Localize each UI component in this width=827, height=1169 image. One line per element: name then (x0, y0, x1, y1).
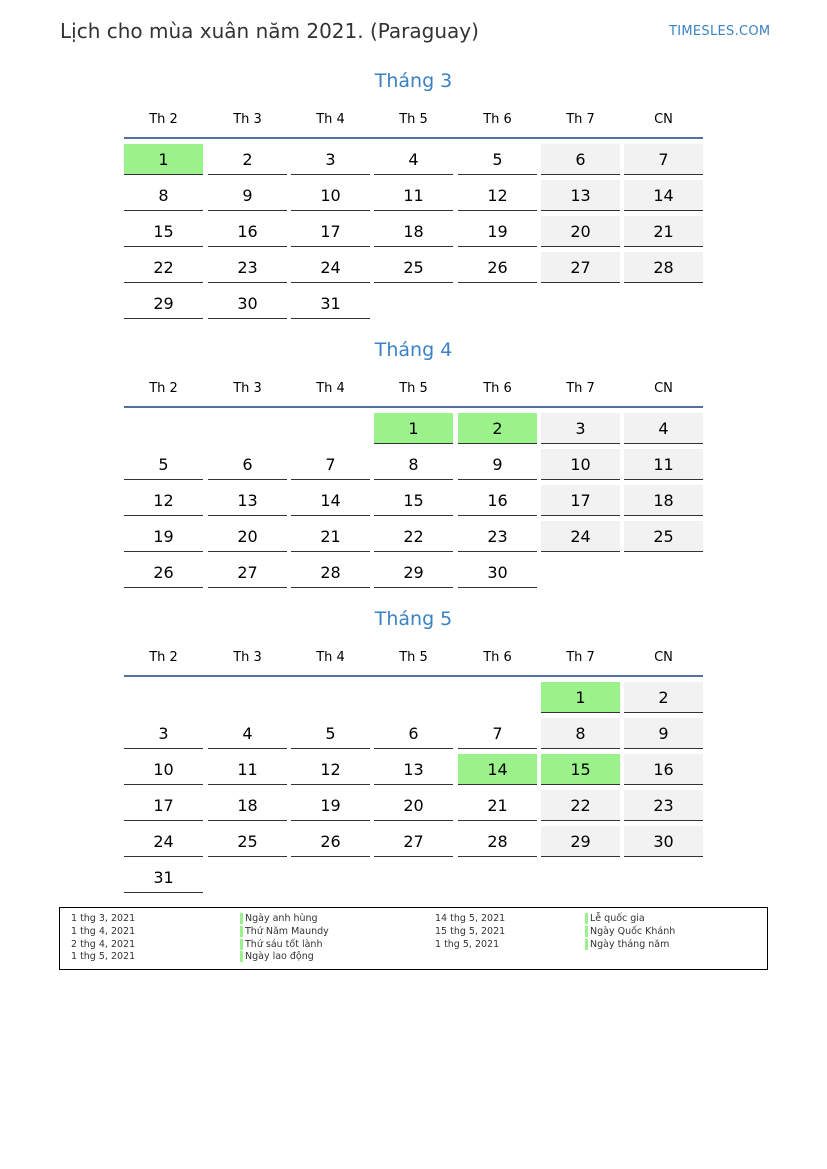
calendar-day[interactable]: 28 (458, 826, 537, 857)
calendar-day[interactable]: 31 (124, 862, 203, 893)
calendar-day[interactable]: 29 (541, 826, 620, 857)
weekday-header: Th 3 (233, 381, 262, 396)
header-rule (124, 137, 703, 139)
weekday-header: Th 7 (566, 112, 595, 127)
calendar-day[interactable]: 27 (208, 557, 287, 588)
calendar-day[interactable]: 11 (208, 754, 287, 785)
calendar-day[interactable]: 30 (624, 826, 703, 857)
weekday-header: Th 3 (233, 650, 262, 665)
calendar-day[interactable]: 14 (624, 180, 703, 211)
calendar-day[interactable]: 6 (208, 449, 287, 480)
weekday-header: Th 6 (483, 381, 512, 396)
legend-holiday-name: Ngày lao động (240, 951, 314, 962)
calendar-day[interactable]: 14 (291, 485, 370, 516)
legend-holiday-name: Ngày Quốc Khánh (585, 926, 675, 937)
calendar-day[interactable]: 17 (124, 790, 203, 821)
weekday-header: Th 4 (316, 650, 345, 665)
calendar-day[interactable]: 29 (124, 288, 203, 319)
brand-link[interactable]: TIMESLES.COM (669, 24, 771, 39)
legend-date: 15 thg 5, 2021 (435, 925, 506, 937)
calendar-day[interactable]: 7 (624, 144, 703, 175)
legend-date: 2 thg 4, 2021 (71, 938, 136, 950)
calendar-day[interactable]: 10 (124, 754, 203, 785)
calendar-day[interactable]: 29 (374, 557, 453, 588)
calendar-day[interactable]: 30 (208, 288, 287, 319)
calendar-day[interactable]: 23 (458, 521, 537, 552)
weekday-header: Th 5 (399, 381, 428, 396)
calendar-day[interactable]: 4 (374, 144, 453, 175)
calendar-day[interactable]: 25 (374, 252, 453, 283)
calendar-day[interactable]: 11 (374, 180, 453, 211)
calendar-day[interactable]: 3 (541, 413, 620, 444)
weekday-header: Th 2 (149, 381, 178, 396)
weekday-header: Th 2 (149, 650, 178, 665)
calendar-day[interactable]: 25 (624, 521, 703, 552)
calendar-day[interactable]: 13 (541, 180, 620, 211)
calendar-day[interactable]: 22 (124, 252, 203, 283)
calendar-day[interactable]: 13 (208, 485, 287, 516)
calendar-day[interactable]: 5 (458, 144, 537, 175)
weekday-header: Th 4 (316, 381, 345, 396)
calendar-day-holiday[interactable]: 1 (541, 682, 620, 713)
weekday-header: Th 3 (233, 112, 262, 127)
calendar-day[interactable]: 20 (208, 521, 287, 552)
legend-date: 1 thg 3, 2021 (71, 913, 136, 924)
calendar-day[interactable]: 20 (541, 216, 620, 247)
calendar-day-holiday[interactable]: 1 (124, 144, 203, 175)
calendar-day[interactable]: 12 (124, 485, 203, 516)
calendar-day[interactable]: 19 (124, 521, 203, 552)
calendar-day[interactable]: 2 (624, 682, 703, 713)
calendar-day[interactable]: 17 (541, 485, 620, 516)
weekday-header: Th 6 (483, 650, 512, 665)
weekday-header: CN (654, 650, 673, 665)
calendar-day[interactable]: 21 (291, 521, 370, 552)
calendar-day[interactable]: 16 (624, 754, 703, 785)
weekday-header: Th 5 (399, 650, 428, 665)
calendar-day[interactable]: 23 (624, 790, 703, 821)
month-title: Tháng 3 (374, 70, 453, 92)
calendar-day[interactable]: 25 (208, 826, 287, 857)
calendar-day[interactable]: 23 (208, 252, 287, 283)
weekday-header: Th 6 (483, 112, 512, 127)
calendar-day[interactable]: 10 (291, 180, 370, 211)
weekday-header: Th 5 (399, 112, 428, 127)
calendar-day[interactable]: 8 (541, 718, 620, 749)
legend-date: 1 thg 4, 2021 (71, 925, 136, 937)
calendar-day[interactable]: 8 (124, 180, 203, 211)
calendar-day[interactable]: 22 (374, 521, 453, 552)
calendar-day[interactable]: 9 (624, 718, 703, 749)
calendar-day[interactable]: 26 (458, 252, 537, 283)
calendar-day[interactable]: 12 (458, 180, 537, 211)
calendar-day[interactable]: 4 (624, 413, 703, 444)
header-rule (124, 406, 703, 408)
calendar-day[interactable]: 21 (458, 790, 537, 821)
weekday-header: CN (654, 112, 673, 127)
calendar-day[interactable]: 19 (291, 790, 370, 821)
weekday-header: Th 7 (566, 381, 595, 396)
legend-date: 1 thg 5, 2021 (435, 938, 500, 950)
holiday-legend (59, 907, 768, 970)
calendar-day[interactable]: 9 (208, 180, 287, 211)
calendar-day[interactable]: 7 (291, 449, 370, 480)
month-title: Tháng 5 (374, 608, 453, 630)
legend-holiday-name: Lễ quốc gia (585, 913, 645, 924)
calendar-day[interactable]: 10 (541, 449, 620, 480)
calendar-day[interactable]: 12 (291, 754, 370, 785)
calendar-day[interactable]: 6 (541, 144, 620, 175)
calendar-day[interactable]: 5 (291, 718, 370, 749)
calendar-day[interactable]: 24 (291, 252, 370, 283)
calendar-day[interactable]: 13 (374, 754, 453, 785)
calendar-day[interactable]: 16 (208, 216, 287, 247)
calendar-day[interactable]: 16 (458, 485, 537, 516)
weekday-header: Th 4 (316, 112, 345, 127)
weekday-header: Th 2 (149, 112, 178, 127)
calendar-day[interactable]: 27 (541, 252, 620, 283)
calendar-day[interactable]: 18 (624, 485, 703, 516)
calendar-day[interactable]: 4 (208, 718, 287, 749)
calendar-day[interactable]: 17 (291, 216, 370, 247)
calendar-day[interactable]: 28 (291, 557, 370, 588)
calendar-day[interactable]: 30 (458, 557, 537, 588)
page-title: Lịch cho mùa xuân năm 2021. (Paraguay) (60, 19, 479, 43)
month-title: Tháng 4 (374, 339, 453, 361)
calendar-day[interactable]: 26 (291, 826, 370, 857)
legend-date: 1 thg 5, 2021 (71, 951, 136, 963)
calendar-day[interactable]: 11 (624, 449, 703, 480)
calendar-day[interactable]: 26 (124, 557, 203, 588)
calendar-day-holiday[interactable]: 14 (458, 754, 537, 785)
calendar-day[interactable]: 3 (291, 144, 370, 175)
calendar-day[interactable]: 31 (291, 288, 370, 319)
weekday-header: Th 7 (566, 650, 595, 665)
calendar-day[interactable]: 2 (208, 144, 287, 175)
calendar-day[interactable]: 24 (124, 826, 203, 857)
calendar-day[interactable]: 27 (374, 826, 453, 857)
calendar-day[interactable]: 18 (374, 216, 453, 247)
legend-date: 14 thg 5, 2021 (435, 913, 506, 924)
legend-holiday-name: Thứ sáu tốt lành (240, 939, 322, 950)
legend-holiday-name: Ngày tháng năm (585, 939, 669, 950)
calendar-day[interactable]: 18 (208, 790, 287, 821)
calendar-day[interactable]: 9 (458, 449, 537, 480)
calendar-day[interactable]: 15 (124, 216, 203, 247)
calendar-day[interactable]: 24 (541, 521, 620, 552)
calendar-day-holiday[interactable]: 1 (374, 413, 453, 444)
calendar-day[interactable]: 6 (374, 718, 453, 749)
legend-holiday-name: Thứ Năm Maundy (240, 926, 329, 937)
calendar-day[interactable]: 22 (541, 790, 620, 821)
calendar-day[interactable]: 19 (458, 216, 537, 247)
calendar-day[interactable]: 5 (124, 449, 203, 480)
calendar-day[interactable]: 15 (374, 485, 453, 516)
calendar-day[interactable]: 3 (124, 718, 203, 749)
header-rule (124, 675, 703, 677)
calendar-day[interactable]: 20 (374, 790, 453, 821)
calendar-day[interactable]: 28 (624, 252, 703, 283)
calendar-day[interactable]: 7 (458, 718, 537, 749)
legend-holiday-name: Ngày anh hùng (240, 913, 318, 924)
calendar-day-holiday[interactable]: 2 (458, 413, 537, 444)
calendar-day[interactable]: 8 (374, 449, 453, 480)
weekday-header: CN (654, 381, 673, 396)
calendar-day-holiday[interactable]: 15 (541, 754, 620, 785)
calendar-day[interactable]: 21 (624, 216, 703, 247)
